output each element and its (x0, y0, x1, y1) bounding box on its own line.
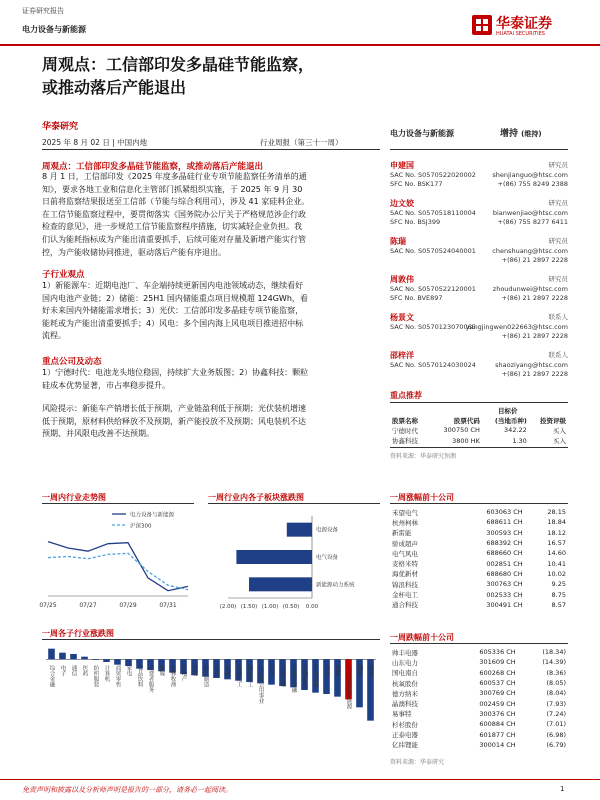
category-label: 电源设备 (316, 527, 339, 534)
analyst-card (390, 274, 568, 310)
rating-value: 增持 (维持) (500, 129, 542, 139)
cell-name: 新雷能 (392, 529, 412, 538)
gainers-rule (390, 503, 568, 504)
category-label: 食品饮料 (136, 665, 143, 688)
analyst-sac: SAC No. S0570123070065 (390, 323, 476, 331)
x-tick-label: 07/27 (79, 602, 97, 609)
category-label: 医药 (81, 665, 88, 677)
section2-body: 1）新能源车：近期电池厂、车企端持续更新国内电池领域动态，继续看好 国内电池产业链；2）储能：25H1 国内储能重点项目规模超 124GWh，看 好未来国内外储能需求增长；3）光伏：工信部印发多晶硅专项节能监察， 能耗或为产能出清重要抓手；4）风电：多个国内海上风电项目推进招中标 流程。 (42, 281, 308, 341)
cell-code: 300376 CH (479, 709, 516, 718)
cell-name: 国电南自 (392, 669, 418, 678)
cell-code: 603063 CH (486, 508, 523, 517)
chart3-title: 一周各子行业涨跌图 (42, 629, 114, 638)
x-tick-label: (1.50) (240, 604, 258, 610)
analyst-phone: +(86) 755 8277 6411 (497, 218, 568, 226)
category-label: 交通运输 (279, 665, 286, 688)
cell-value: 14.60 (547, 549, 566, 558)
category-label: 汽车 (268, 665, 275, 677)
cell-name: 德方纳米 (392, 689, 418, 698)
analyst-email: zhoudunwei@htsc.com (492, 285, 568, 293)
series-line (48, 553, 188, 589)
subsector-bar-chart (208, 508, 380, 618)
table-row (390, 709, 568, 719)
key-picks-title: 重点推荐 (390, 391, 422, 400)
cell-name: 山东电力 (392, 658, 418, 667)
cell-name: 杭州柯林 (392, 518, 418, 527)
losers-table (390, 647, 568, 750)
category-label: 建材 (191, 665, 198, 677)
rating-industry: 电力设备与新能源 (390, 129, 454, 138)
cell-code: 688680 CH (486, 569, 523, 578)
analyst-card (390, 160, 568, 196)
analyst-sac: SAC No. S0570522020002 (390, 171, 476, 179)
key-picks-source: 资料来源：华泰研究预测 (390, 453, 457, 460)
x-tick-label: 0.00 (305, 604, 319, 610)
category-label: 基础化工 (235, 665, 242, 688)
analyst-card (390, 236, 568, 272)
losers-title: 一周跌幅前十公司 (390, 633, 454, 642)
key-picks-bottom-rule (390, 447, 568, 448)
bar (287, 523, 312, 537)
table-row (390, 558, 568, 568)
cell-value: (8.05) (546, 679, 566, 688)
category-label: 非银行金融 (290, 665, 297, 693)
analyst-sfc: SFC No. BSJ399 (390, 218, 441, 226)
section2-title: 子行业观点 (42, 270, 85, 280)
cell-value: (7.93) (546, 699, 566, 708)
cell-value: (6.98) (546, 730, 566, 739)
x-tick-label: (2.00) (219, 604, 237, 610)
cell-value: (7.01) (546, 720, 566, 729)
analyst-name: 边文姣 (390, 199, 414, 208)
cell-name: 金杯电工 (392, 591, 418, 600)
analyst-phone: +(86) 21 2897 2228 (501, 256, 568, 264)
analyst-sac: SAC No. S0570518110004 (390, 209, 476, 217)
cell-code: 300763 CH (486, 580, 523, 589)
table-row (390, 729, 568, 739)
analyst-sac: SAC No. S0570524040001 (390, 247, 476, 255)
category-label: 电子 (59, 665, 66, 677)
category-label: 综合金融 (48, 665, 55, 688)
table-row (390, 528, 568, 538)
losers-rule (390, 643, 568, 644)
cell-name: 易事特 (392, 710, 412, 719)
cell-code: 688392 CH (486, 539, 523, 548)
section1-title: 周观点：工信部印发多晶硅节能监察，或推动落后产能退出 (42, 162, 264, 172)
table-row (390, 507, 568, 517)
table-row (390, 740, 568, 750)
category-label: 房地产 (180, 665, 187, 682)
category-label: 电气设备 (316, 555, 339, 561)
analyst-phone: +(86) 21 2897 2228 (501, 294, 568, 302)
x-tick-label: 07/31 (159, 602, 177, 609)
table-row (390, 688, 568, 698)
analyst-email: bianwenjiao@htsc.com (492, 209, 568, 217)
brand-logo (472, 13, 587, 41)
table-row (390, 657, 568, 667)
bar (48, 649, 55, 660)
industry-bar-chart (42, 642, 380, 774)
footer-disclaimer: 免责声明和披露以及分析师声明是报告的一部分，请务必一起阅读。 (22, 786, 232, 794)
category-label: 传媒 (158, 665, 165, 677)
cell-value: (8.04) (546, 689, 566, 698)
report-type: 行业周报（第三十一周） (260, 138, 343, 147)
analyst-name: 邵梓洋 (390, 351, 414, 360)
cell-code: 605336 CH (479, 648, 516, 657)
section1-body: 8 月 1 日，工信部印发《2025 年度多晶硅行业专项节能监察任务清单的通 知》，要求各地工业和信息化主管部门抓紧组织实施，于 2025 年 9 月 30 日前将监察结果报送至工信部（节能与综合利用司），涉及 41 家硅料企业。 在工信节能监察过程中，要贯彻落实《国务院办公厅关于严格规范涉企行政 检查的意见》，进一步规范工信节能监察程序措施，切实减轻企业负担。我 们认为能耗指标成为产能出清重要抓手，后续可能对存量及新增产能实行管 控，为产能收储协同推进，驱动落后产能有序退出。 (42, 172, 310, 257)
category-label: 家电 (125, 665, 132, 677)
section3-title: 重点公司及动态 (42, 357, 102, 367)
region: 中国内地 (117, 138, 148, 147)
category-label: 机械 (224, 665, 231, 677)
cell-value: 10.02 (547, 569, 566, 578)
analyst-card (390, 312, 568, 348)
report-title-line1: 周观点：工信部印发多晶硅节能监察， (42, 55, 315, 74)
brand-en: HUATAI SECURITIES (496, 31, 545, 37)
cell-value: 16.57 (547, 539, 566, 548)
cell-value: (14.39) (542, 658, 566, 667)
analyst-sfc: SFC No. BSK177 (390, 180, 443, 188)
cell-name: 麦格米特 (392, 560, 418, 569)
category-label: 钢铁 (356, 665, 363, 677)
doc-type: 证券研究报告 (22, 7, 64, 15)
legend-label: 沪深300 (130, 523, 152, 530)
category-label: 银行 (213, 665, 220, 677)
table-row: 宁德时代 300750 CH 342.22 买入 (392, 426, 566, 435)
category-label: 建筑 (334, 665, 341, 677)
category-label: 电力及公用事业 (257, 665, 264, 704)
industry-trend-line-chart (39, 508, 194, 618)
cell-name: 杭氧股份 (392, 679, 418, 688)
x-tick-label: (1.00) (261, 604, 279, 610)
table-row (390, 569, 568, 579)
analyst-role: 研究员 (548, 161, 568, 169)
meta-rule (42, 149, 380, 150)
gainers-table (390, 507, 568, 610)
table-row: 协鑫科技 3800 HK 1.30 买入 (392, 436, 566, 446)
sector-tag: 电力设备与新能源 (22, 25, 86, 34)
analyst-sac: SAC No. S0570124030024 (390, 361, 476, 369)
footer-rule (0, 779, 600, 780)
category-label: 煤炭 (367, 665, 374, 677)
cell-code: 300593 CH (486, 528, 523, 537)
cell-code: 002851 CH (486, 559, 523, 568)
bar (249, 577, 312, 591)
table-row (390, 719, 568, 729)
analyst-email: shenjianguo@htsc.com (492, 171, 568, 179)
legend-label: 电力设备与新能源 (130, 512, 175, 519)
x-tick-label: 07/29 (119, 602, 137, 609)
cell-code: 300014 CH (479, 740, 516, 749)
analyst-role: 研究员 (548, 199, 568, 207)
analyst-card (390, 350, 568, 386)
table-row (390, 579, 568, 589)
cell-code: 600268 CH (479, 668, 516, 677)
meta-line: 2025 年 8 月 02 日 | 中国内地 (42, 138, 148, 147)
institute: 华泰研究 (42, 122, 79, 132)
bar (59, 653, 66, 660)
risk-warning: 风险提示：新能车产销增长低于预期，产业链盈利低于预期；光伏装机增速 低于预期，原材料供给释放不及预期，新产能投放不及预期；风电装机不达 预期、并风限电改善不达预期。 (42, 404, 306, 439)
table-row (390, 600, 568, 610)
cell-code: 600537 CH (479, 679, 516, 688)
cell-code: 301609 CH (479, 658, 516, 667)
cell-name: 禾望电气 (392, 508, 418, 517)
bar (70, 654, 77, 659)
bar (81, 657, 88, 660)
category-label: 计算机 (103, 665, 110, 682)
analyst-card (390, 198, 568, 234)
chart1-rule (42, 503, 194, 504)
category-label: 新能源动力系统 (316, 582, 355, 589)
bar (92, 659, 99, 660)
table-row (390, 678, 568, 688)
analyst-sac: SAC No. S0570522120001 (390, 285, 476, 293)
bar (236, 550, 312, 564)
cell-name: 锦浪科技 (392, 580, 418, 589)
cell-name: 正泰电器 (392, 731, 418, 740)
analyst-phone: +(86) 21 2897 2228 (501, 370, 568, 378)
category-label: 国防军工 (246, 665, 253, 688)
chart2-title: 一周行业内各子板块涨跌图 (208, 493, 304, 502)
analyst-phone: +(86) 755 8249 2388 (497, 180, 568, 188)
cell-name: 亿纬锂能 (392, 741, 418, 750)
analyst-role: 联系人 (548, 351, 568, 359)
losers-source: 资料来源：华泰研究 (390, 759, 445, 766)
analyst-name: 周敦伟 (390, 275, 414, 284)
header-rule (0, 44, 600, 46)
analyst-sfc: SFC No. BVE897 (390, 294, 443, 302)
category-label: 石油石化 (301, 665, 308, 688)
cell-value: (8.36) (546, 668, 566, 677)
rating-rule (390, 149, 568, 150)
cell-value: 18.12 (547, 528, 566, 537)
table-row (390, 589, 568, 599)
table-row (390, 647, 568, 657)
category-label: 轻工制造 (202, 665, 209, 688)
huatai-logo-icon (472, 15, 492, 35)
cell-name: 杉杉股份 (392, 720, 418, 729)
cell-value: 8.75 (551, 590, 566, 599)
cell-name: 帅丰电器 (392, 648, 418, 657)
key-picks-table (390, 415, 568, 446)
cell-name: 晶澳科技 (392, 700, 418, 709)
report-date: 2025 年 8 月 02 日 (42, 138, 110, 147)
cell-value: (18.34) (542, 648, 566, 657)
chart3-rule (42, 639, 380, 640)
analyst-role: 研究员 (548, 237, 568, 245)
category-label: 通信 (70, 665, 77, 677)
brand-cn: 华泰证券 (496, 16, 552, 32)
cell-code: 600884 CH (479, 720, 516, 729)
table-row (390, 517, 568, 527)
category-label: 有色金属 (312, 665, 319, 688)
cell-value: (6.79) (546, 740, 566, 749)
category-label: 商贸零售 (114, 665, 121, 688)
cell-value: 28.15 (547, 508, 566, 517)
chart2-rule (208, 503, 380, 504)
key-picks-rule (390, 402, 568, 403)
x-tick-label: (0.50) (282, 604, 300, 610)
key-picks-target-top: 目标价 (498, 407, 518, 415)
cell-value: 18.84 (547, 518, 566, 527)
category-label: 电力设备及新能源 (345, 665, 352, 710)
analyst-email: shaoziyang@htsc.com (495, 361, 568, 369)
chart1-title: 一周内行业走势图 (42, 493, 106, 502)
cell-name: 骄成超声 (392, 539, 418, 548)
x-tick-label: 07/25 (39, 602, 57, 609)
bar (103, 659, 110, 662)
key-picks-header-row: 股票名称 股票代码 (当地币种) 投资评级 (392, 416, 566, 425)
table-row (390, 668, 568, 678)
table-row (390, 538, 568, 548)
cell-code: 300769 CH (479, 689, 516, 698)
cell-value: (7.24) (546, 709, 566, 718)
cell-value: 10.41 (547, 559, 566, 568)
gainers-title: 一周涨幅前十公司 (390, 493, 454, 502)
cell-code: 002533 CH (486, 590, 523, 599)
analyst-name: 申建国 (390, 161, 414, 170)
analyst-role: 研究员 (548, 275, 568, 283)
bar (114, 659, 121, 664)
cell-name: 海优新材 (392, 570, 418, 579)
cell-value: 8.57 (551, 600, 566, 609)
analyst-name: 陈瑞 (390, 237, 406, 246)
cell-name: 通合科技 (392, 601, 418, 610)
analyst-name: 杨景文 (390, 313, 414, 322)
category-label: 纺织服装 (92, 665, 99, 688)
analyst-phone: +(86) 21 2897 2228 (501, 332, 568, 340)
cell-code: 601877 CH (479, 730, 516, 739)
category-label: 综合 (323, 665, 330, 677)
table-row (390, 698, 568, 708)
cell-code: 688611 CH (486, 518, 523, 527)
cell-value: 9.25 (551, 580, 566, 589)
cell-code: 002459 CH (479, 699, 516, 708)
table-row (390, 548, 568, 558)
cell-name: 电气风电 (392, 549, 418, 558)
cell-code: 300491 CH (486, 600, 523, 609)
analyst-email: yangjingwen022663@htsc.com (465, 323, 568, 331)
section3-body: 1）宁德时代：电池龙头地位稳固，持续扩大业务版图；2）协鑫科技：颗粒 硅成本优势显著，市占率稳步提升。 (42, 368, 309, 390)
page-number: 1 (560, 785, 565, 793)
cell-code: 688660 CH (486, 549, 523, 558)
series-line (48, 542, 188, 591)
report-title-line2: 或推动落后产能退出 (42, 78, 187, 97)
analyst-role: 联系人 (548, 313, 568, 321)
analyst-email: chenshuang@htsc.com (492, 247, 568, 255)
category-label: 消费者服务 (147, 665, 154, 693)
category-label: 农林牧渔 (169, 665, 176, 688)
